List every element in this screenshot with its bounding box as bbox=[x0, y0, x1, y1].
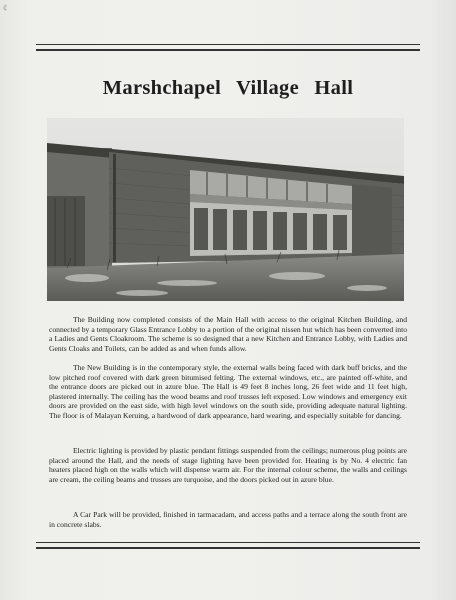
paragraph-car-park: A Car Park will be provided, finished in tarmacadam, and access paths and a terrace along the south front are in concrete slabs. bbox=[49, 510, 407, 529]
paragraph-building: The Building now completed consists of the Main Hall with access to the original Kitchen Building, and connected by a temporary Glass Entrance Lobby to a portion of the original nissen hut which has been converted into a Ladies and Gents Cloakroom. The scheme is so designed that a new Kitchen and Entrance Lobby, with Ladies and Gents Cloaks and Toilets, can be added as and when funds allow. bbox=[49, 315, 407, 353]
corner-mark: ¢ bbox=[3, 3, 8, 13]
top-double-rule bbox=[36, 44, 420, 51]
village-hall-photo bbox=[47, 118, 404, 301]
bottom-double-rule bbox=[36, 542, 420, 549]
page-title: Marshchapel Village Hall bbox=[102, 77, 354, 99]
paragraph-new-building: The New Building is in the contemporary style, the external walls being faced with dark buff bricks, and the low pitched roof covered with dark green bitumised felting. The external windows, etc., are painted off-white, and the entrance doors are picked out in azure blue. The Hall is 49 feet 8 inches long, 26 feet wide and 11 feet high, plastered internally. The ceiling has the wood beams and roof trusses left exposed. Low windows and emergency exit doors are provided on the east side, with high level windows on the south side, providing adequate natural lighting. The floor is of Malayan Keruing, a hardwood of dark appearance, hard wearing, and especially suitable for dancing. bbox=[49, 363, 407, 420]
paragraph-lighting: Electric lighting is provided by plastic pendant fittings suspended from the ceilings; numerous plug points are placed around the Hall, and the needs of stage lighting have been provided for. Heating is by No. 4 electric fan heaters placed high on the walls which will dispense warm air. For the internal colour scheme, the walls and ceilings are cream, the ceiling beams and trusses are turquoise, and the doors picked out in azure blue. bbox=[49, 446, 407, 484]
